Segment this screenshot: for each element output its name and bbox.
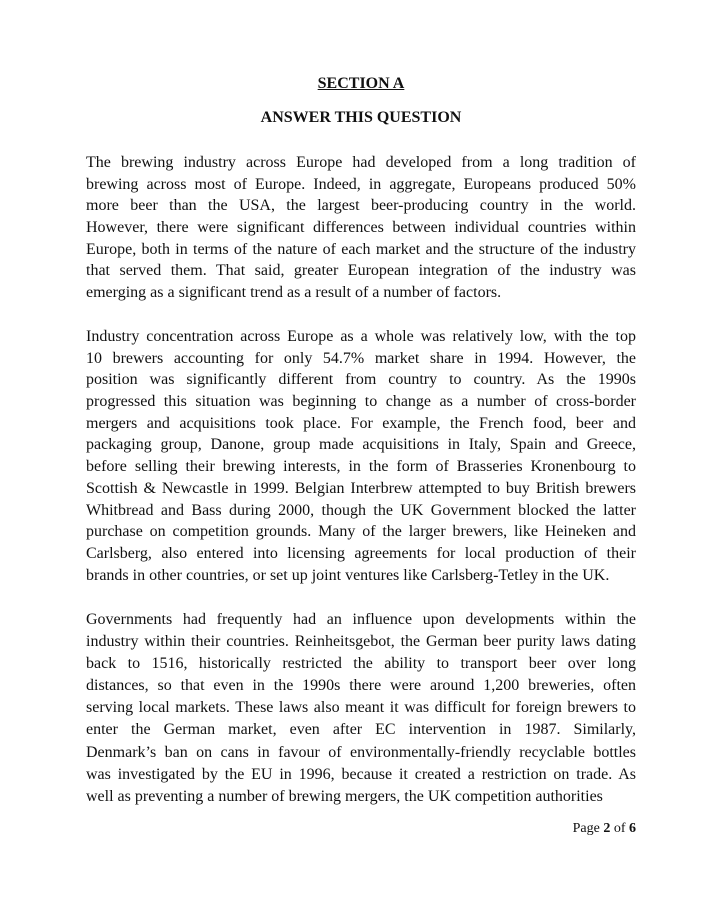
text-line: purchase on competition grounds. Many of the larger brewers, like Heineken and [86,523,636,541]
text-line: brands in other countries, or set up joint ventures like Carlsberg-Tetley in the UK. [86,566,610,584]
page-of: of [613,821,626,836]
text-line: Europe, both in terms of the nature of each market and the structure of the industry [86,240,636,258]
text-line: industry within their countries. Reinheitsgebot, the German beer purity laws dating [86,633,636,651]
text-line: well as preventing a number of brewing mergers, the UK competition authorities [86,787,603,805]
text-line: before selling their brewing interests, in the form of Brasseries Kronenbourg to [86,458,636,476]
text-line: enter the German market, even after EC intervention in 1987. Similarly, [86,721,636,739]
text-line: emerging as a significant trend as a result of a number of factors. [86,284,502,302]
text-line: serving local markets. These laws also meant it was difficult for foreign brewers to [86,699,636,717]
text-line: 10 brewers accounting for only 54.7% market share in 1994. However, the [86,349,636,367]
section-title: SECTION A [317,75,405,92]
total-pages: 6 [629,821,636,836]
paragraph-3 [86,609,636,808]
text-line: Scottish & Newcastle in 1999. Belgian Interbrew attempted to buy British brewers [86,479,636,497]
paragraph-2 [86,326,636,586]
paragraph-1 [86,152,636,304]
text-line: brewing across most of Europe. Indeed, in aggregate, Europeans produced 50% [86,175,636,193]
text-line: distances, so that even in the 1990s there were around 1,200 breweries, often [86,677,636,695]
text-line: packaging group, Danone, group made acquisitions in Italy, Spain and Greece, [86,436,636,454]
text-line: progressed this situation was beginning to change as a number of cross-border [86,393,636,411]
text-line: position was significantly different from country to country. As the 1990s [86,371,636,389]
text-line: Carlsberg, also entered into licensing agreements for local production of their [86,544,636,562]
text-line: Governments had frequently had an influence upon developments within the [86,611,636,628]
text-line: The brewing industry across Europe had developed from a long tradition of [86,154,636,171]
text-line: Industry concentration across Europe as a whole was relatively low, with the top [86,328,636,345]
question-title: ANSWER THIS QUESTION [260,109,462,126]
page-number [573,821,636,837]
text-line: was investigated by the EU in 1996, because it created a restriction on trade. As [86,765,636,783]
text-line: However, there were significant differences between individual countries within [86,219,636,237]
text-line: more beer than the USA, the largest beer-producing country in the world. [86,197,636,215]
text-line: Denmark’s ban on cans in favour of environmentally-friendly recyclable bottles [86,743,636,761]
text-line: Whitbread and Bass during 2000, though the UK Government blocked the latter [86,501,636,519]
text-line: back to 1516, historically restricted the ability to transport beer over long [86,655,636,673]
page-label: Page [572,821,600,836]
text-line: mergers and acquisitions took place. For example, the French food, beer and [86,414,636,432]
text-line: that served them. That said, greater European integration of the industry was [86,262,636,280]
current-page: 2 [603,821,611,836]
